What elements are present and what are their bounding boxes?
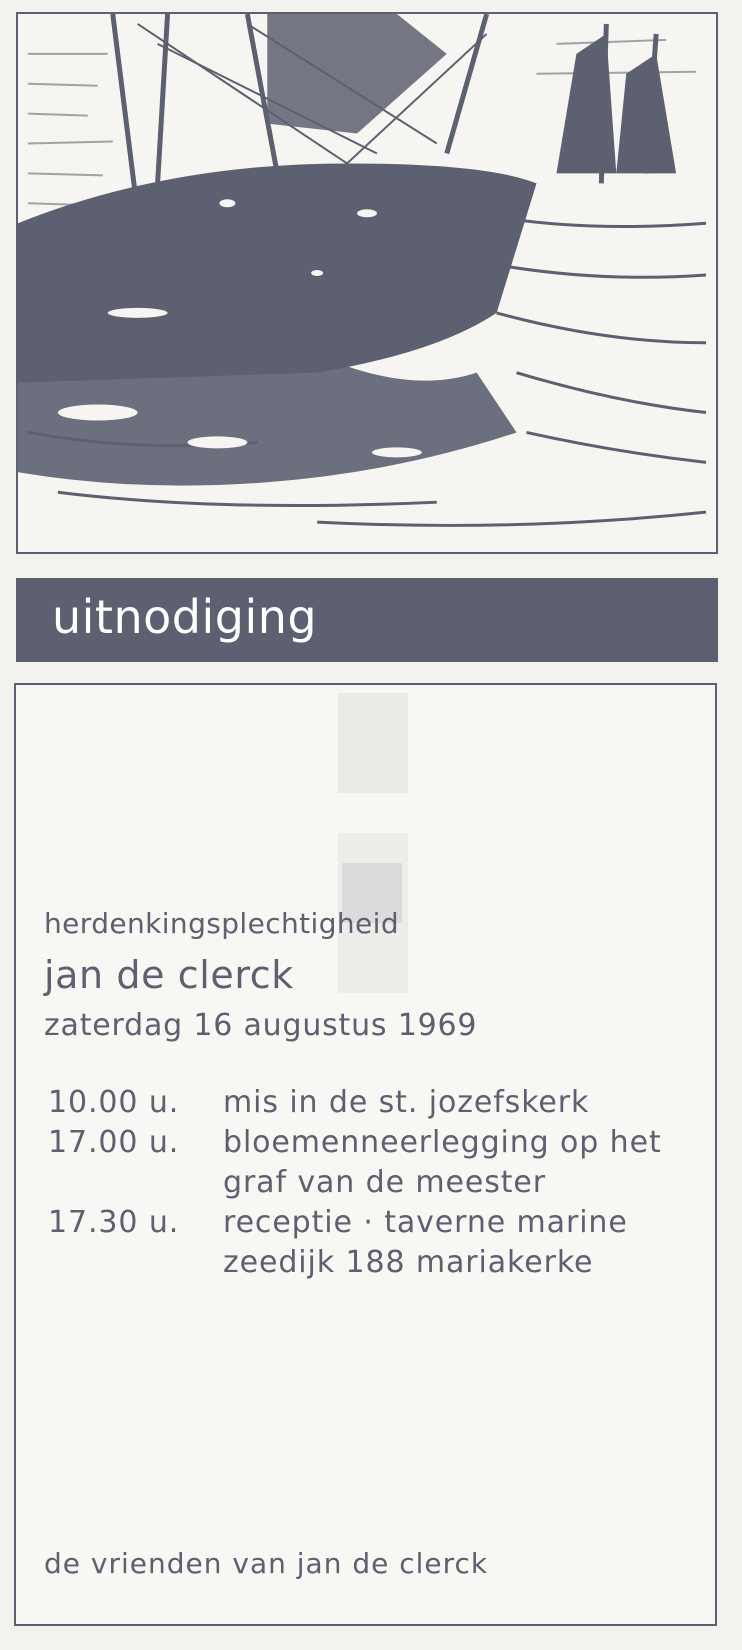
schedule-item [48, 1083, 708, 1123]
schedule-item [48, 1123, 708, 1203]
title-banner [16, 578, 718, 662]
event-date: zaterdag 16 augustus 1969 [44, 1008, 478, 1043]
signature-footer: de vrienden van jan de clerck [44, 1547, 489, 1580]
schedule-description: zeedijk 188 mariakerke [223, 1245, 594, 1280]
boat-illustration [18, 14, 716, 552]
schedule-description: mis in de st. jozefskerk [223, 1085, 590, 1120]
banner-title: uitnodiging [52, 590, 318, 644]
invitation-card [14, 683, 717, 1626]
schedule-time: 17.00 u. [48, 1125, 180, 1160]
schedule-description: receptie · taverne marine [223, 1205, 628, 1240]
schedule-item [48, 1203, 708, 1283]
ceremony-title: herdenkingsplechtigheid [44, 907, 400, 940]
schedule-time: 17.30 u. [48, 1205, 180, 1240]
honoree-name: jan de clerck [44, 953, 294, 997]
schedule-description: graf van de meester [223, 1165, 547, 1200]
stamp-watermark [336, 693, 416, 993]
stamp-watermark-icon [336, 693, 416, 993]
schedule [48, 1083, 708, 1283]
schedule-time: 10.00 u. [48, 1085, 180, 1120]
schedule-description: bloemenneerlegging op het [223, 1125, 662, 1160]
boat-artwork [16, 12, 718, 554]
